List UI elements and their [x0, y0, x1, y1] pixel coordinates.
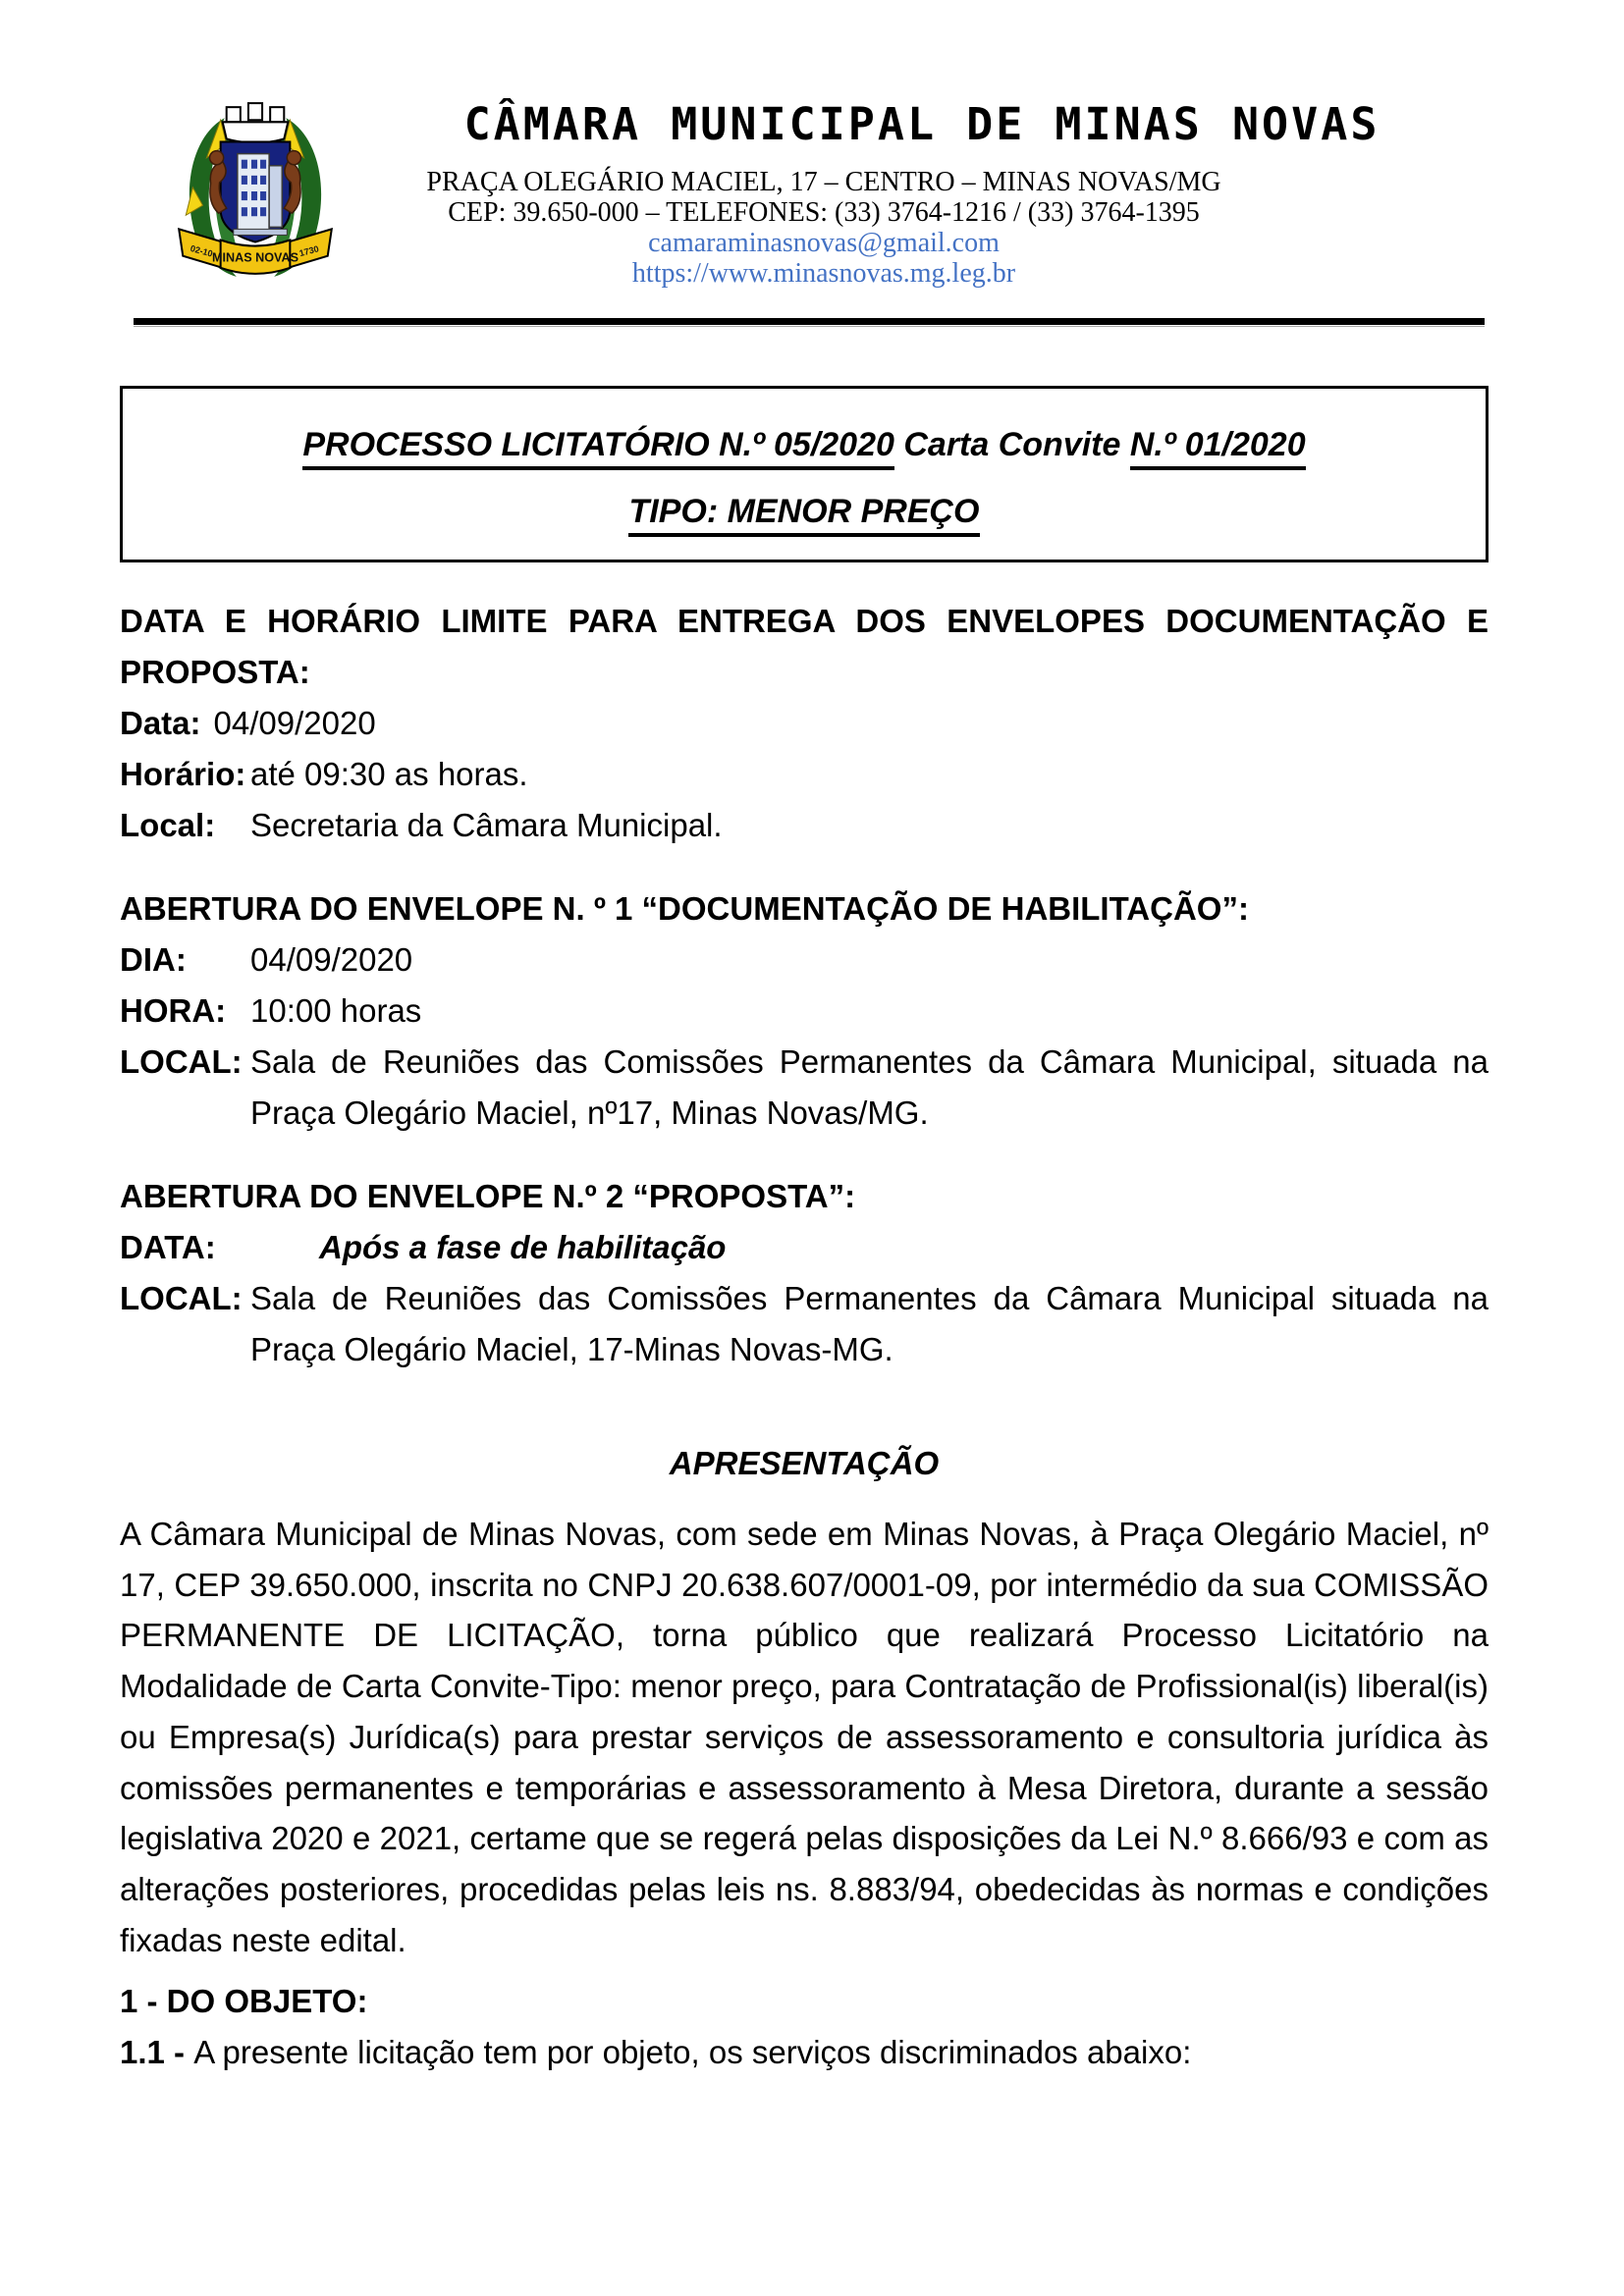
field-label: DATA: [120, 1229, 216, 1265]
letterhead-contact-block [159, 167, 1489, 289]
letterhead [120, 90, 1489, 318]
header-divider [134, 318, 1485, 327]
process-type-line [137, 491, 1471, 532]
field-row-horario [120, 749, 1489, 800]
organization-name: CÂMARA MUNICIPAL DE MINAS NOVAS [463, 98, 1380, 150]
field-value: 10:00 horas [250, 992, 422, 1029]
field-value: Após a fase de habilitação [319, 1229, 727, 1265]
field-value: 04/09/2020 [213, 705, 376, 741]
objeto-item-number: 1.1 - [120, 2034, 194, 2071]
field-label: Data: [120, 705, 201, 741]
field-row-data [120, 698, 1489, 749]
field-label: DIA: [120, 941, 187, 978]
section-abertura-envelope-1 [120, 883, 1489, 1139]
section-heading: ABERTURA DO ENVELOPE N. º 1 “DOCUMENTAÇÃO DE HABILITAÇÃO”: [120, 890, 1249, 927]
field-row-local [120, 800, 1489, 851]
section-heading: DATA E HORÁRIO LIMITE PARA ENTREGA DOS ENVELOPES DOCUMENTAÇÃO E PROPOSTA: [120, 603, 1489, 690]
field-value: Sala de Reuniões das Comissões Permanentes da Câmara Municipal, situada na Praça Olegário Maciel, nº17, Minas Novas/MG. [250, 1043, 1489, 1131]
field-row-data [120, 1222, 1489, 1273]
address-line-2: CEP: 39.650-000 – TELEFONES: (33) 3764-1216 / (33) 3764-1395 [448, 197, 1200, 228]
apresentacao-paragraph: A Câmara Municipal de Minas Novas, com sede em Minas Novas, à Praça Olegário Maciel, nº 17, CEP 39.650.000, inscrita no CNPJ 20.638.607/0001-09, por intermédio da sua COMISSÃO PERMANENTE DE LICITAÇÃO, torna público que realizará Processo Licitatório na Modalidade de Carta Convite-Tipo: menor preço, para Contratação de Profissional(is) liberal(is) ou Empresa(s) Jurídica(s) para prestar serviços de assessoramento e consultoria jurídica às comissões permanentes e temporárias e assessoramento à Mesa Diretora, durante a sessão legislativa 2020 e 2021, certame que se regerá pelas disposições da Lei N.º 8.666/93 e com as alterações posteriores, procedidas pelas leis ns. 8.883/94, obedecidas às normas e condições fixadas neste edital. [120, 1516, 1489, 1958]
section-heading: ABERTURA DO ENVELOPE N.º 2 “PROPOSTA”: [120, 1178, 856, 1214]
objeto-item-text: A presente licitação tem por objeto, os serviços discriminados abaixo: [193, 2034, 1192, 2071]
objeto-heading: 1 - DO OBJETO: [120, 1983, 368, 2020]
section-entrega-envelopes [120, 596, 1489, 851]
field-value: 04/09/2020 [250, 941, 413, 978]
field-row-dia [120, 934, 1489, 986]
section-abertura-envelope-2 [120, 1171, 1489, 1375]
objeto-item-1-1 [120, 2027, 1489, 2078]
field-label: LOCAL: [120, 1043, 243, 1080]
field-value: até 09:30 as horas. [250, 756, 528, 792]
ribbon-left-text: 02-10 [189, 242, 214, 259]
email-link[interactable]: camaraminasnovas@gmail.com [648, 228, 1000, 258]
field-label: LOCAL: [120, 1280, 243, 1316]
field-value: Secretaria da Câmara Municipal. [250, 807, 723, 843]
crown-icon [223, 103, 289, 142]
process-title-box [120, 386, 1489, 562]
invite-number: N.º 01/2020 [1130, 426, 1306, 470]
ribbon-center-text: MINAS NOVAS [211, 250, 299, 265]
apresentacao-heading: APRESENTAÇÃO [669, 1445, 940, 1481]
field-row-local [120, 1037, 1489, 1139]
field-label: Local: [120, 807, 216, 843]
field-row-local [120, 1273, 1489, 1375]
process-type: TIPO: MENOR PREÇO [628, 493, 979, 537]
process-number: PROCESSO LICITATÓRIO N.º 05/2020 [302, 426, 894, 470]
ribbon-right-text: 1730 [298, 243, 320, 259]
website-link[interactable]: https://www.minasnovas.mg.leg.br [631, 258, 1016, 289]
field-value: Sala de Reuniões das Comissões Permanentes da Câmara Municipal situada na Praça Olegário Maciel, 17-Minas Novas-MG. [250, 1280, 1489, 1367]
field-label: HORA: [120, 992, 227, 1029]
process-title-line [137, 424, 1471, 465]
process-title-middle: Carta Convite [893, 426, 1130, 463]
address-line-1: PRAÇA OLEGÁRIO MACIEL, 17 – CENTRO – MINAS NOVAS/MG [426, 167, 1221, 197]
field-label: Horário: [120, 756, 246, 792]
field-row-hora [120, 986, 1489, 1037]
